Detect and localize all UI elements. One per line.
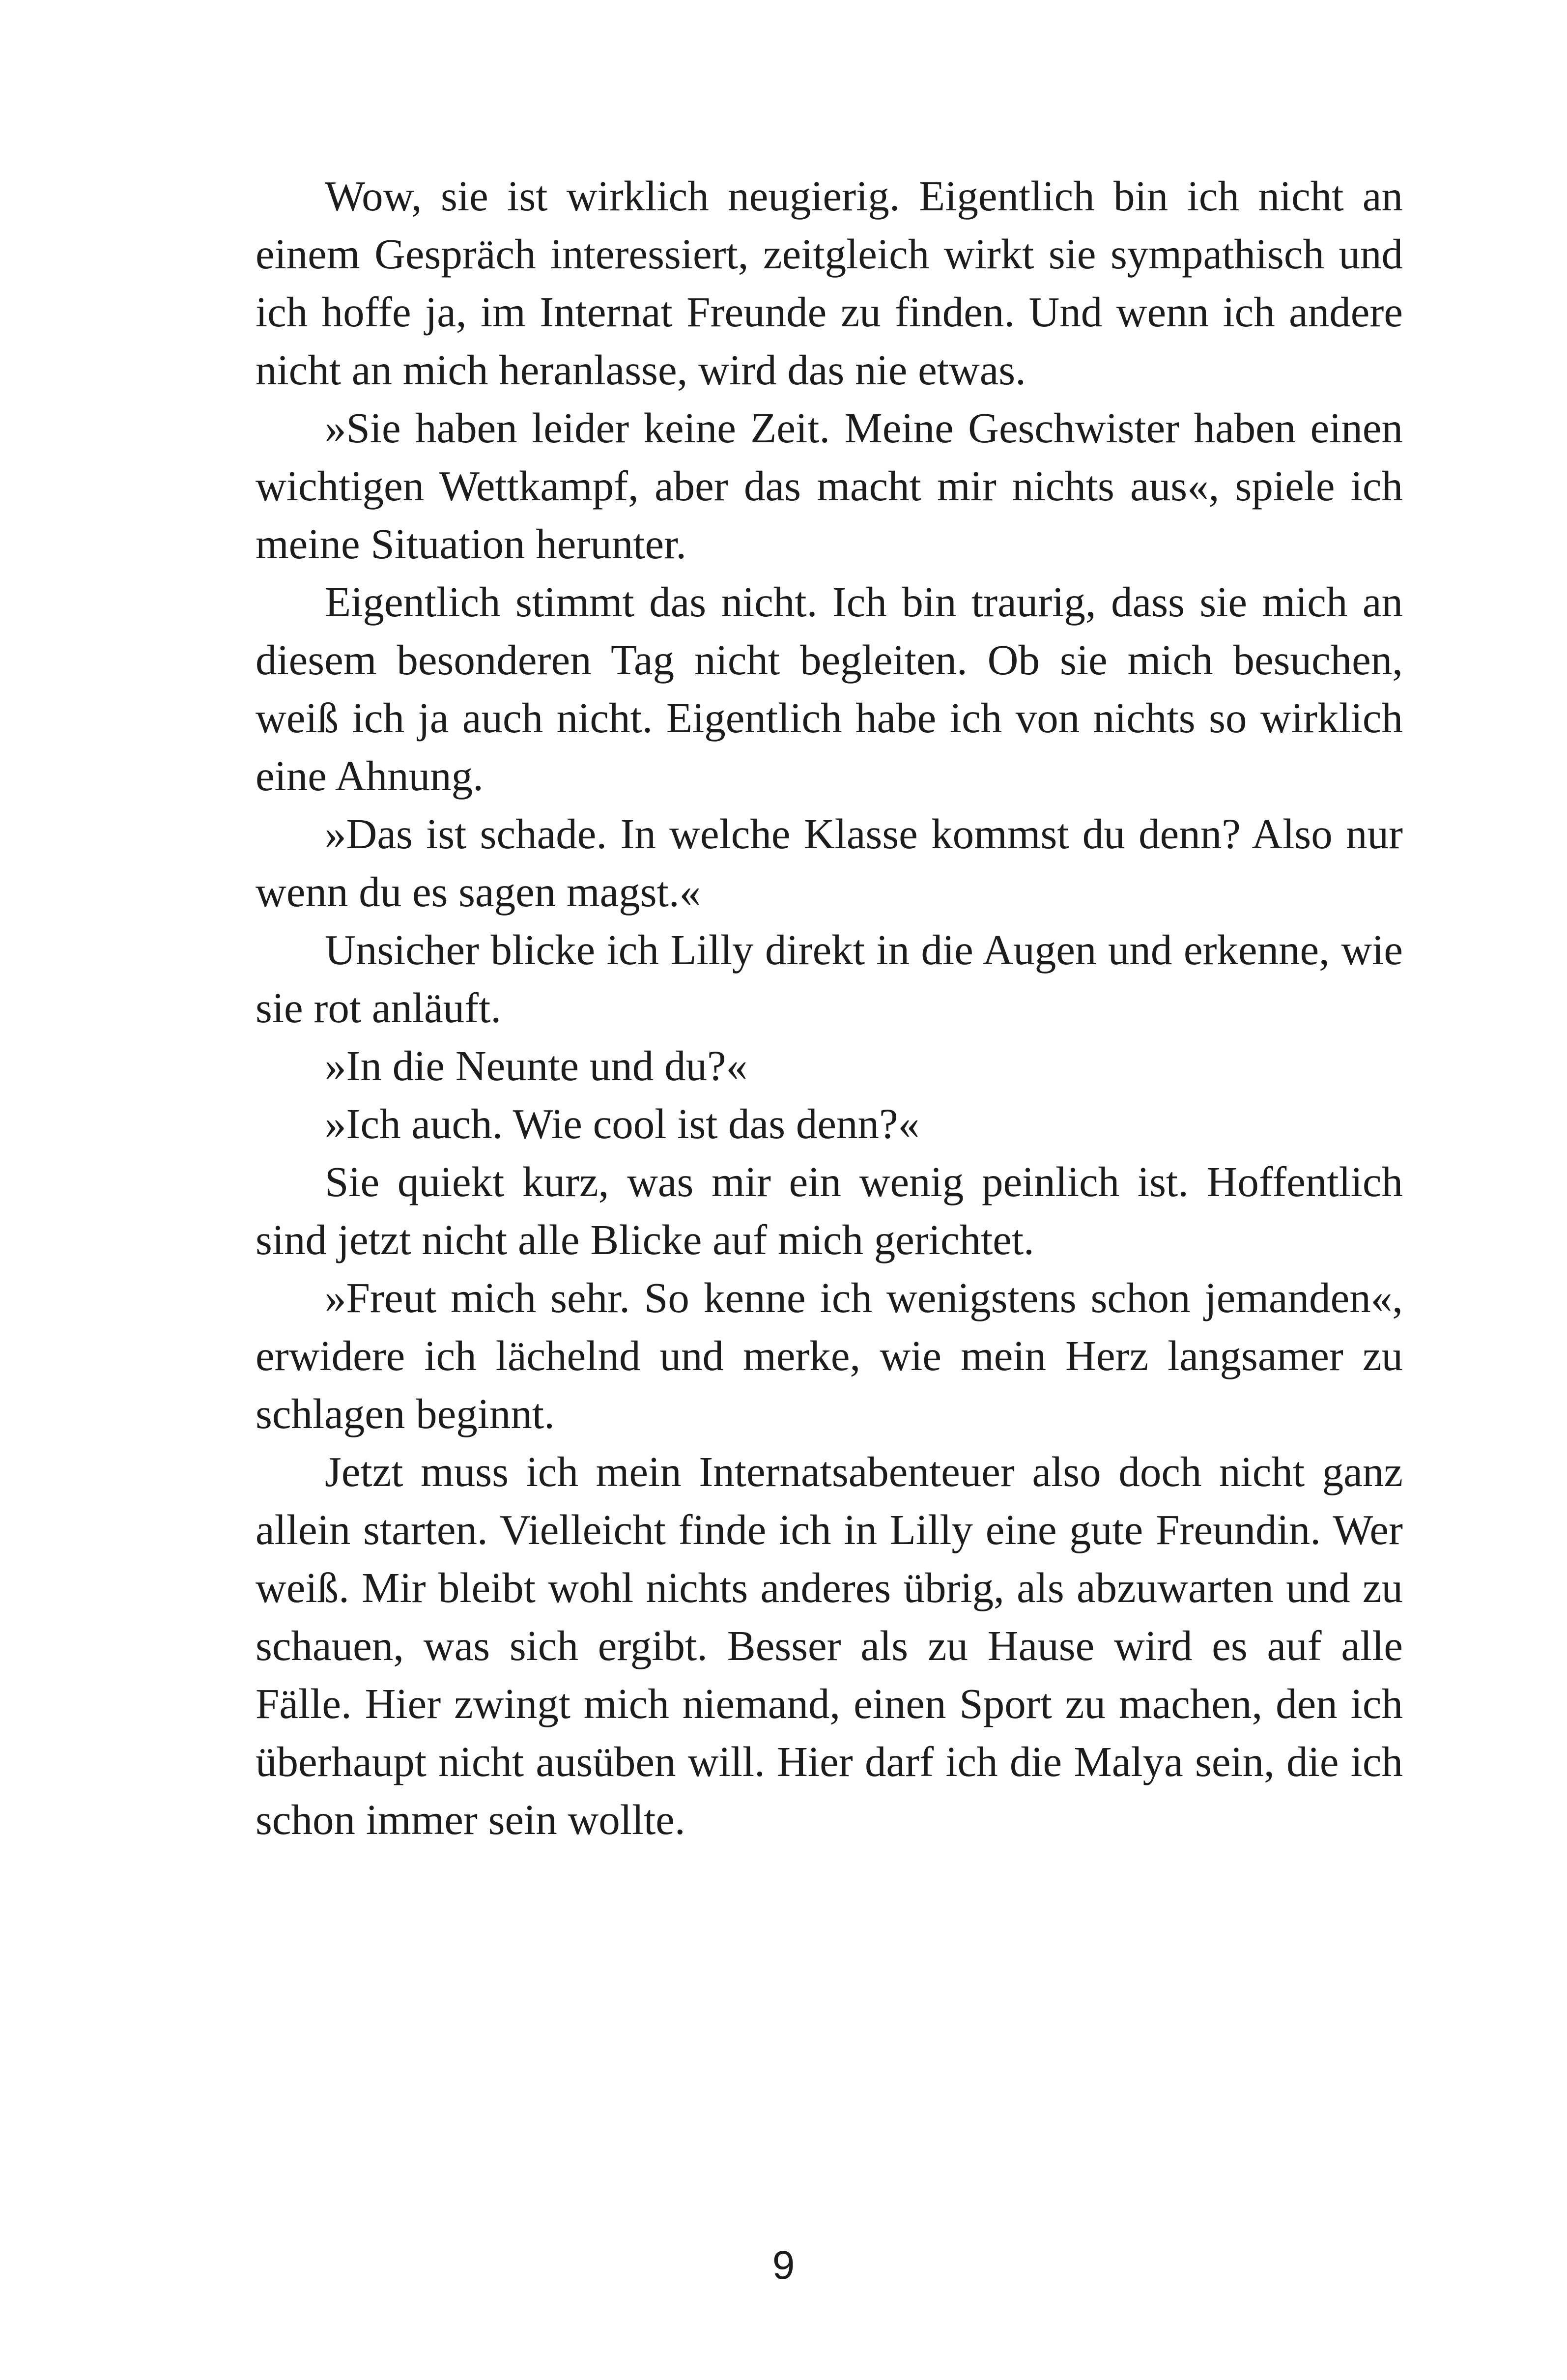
paragraph: »Ich auch. Wie cool ist das denn?« (325, 1100, 920, 1147)
paragraph: »Das ist schade. In welche Klasse kommst du denn? Also nur wenn du es sagen magst.« (256, 810, 1403, 916)
paragraph: Eigentlich stimmt das nicht. Ich bin traurig, dass sie mich an diesem besonderen Tag nicht begleiten. Ob sie mich besuchen, weiß ich ja auch nicht. Eigentlich habe ich von nichts so wirklich eine Ahnung. (256, 578, 1403, 800)
body-text (256, 167, 1403, 1849)
paragraph: Sie quiekt kurz, was mir ein wenig peinlich ist. Hoffentlich sind jetzt nicht alle Blicke auf mich gerichtet. (256, 1158, 1403, 1263)
paragraph: Wow, sie ist wirklich neugierig. Eigentlich bin ich nicht an einem Gespräch interessiert, zeitgleich wirkt sie sympathisch und ich hoffe ja, im Internat Freunde zu finden. Und wenn ich andere nicht an mich heranlasse, wird das nie etwas. (256, 172, 1403, 394)
paragraph: »Sie haben leider keine Zeit. Meine Geschwister haben einen wichtigen Wettkampf, aber das macht mir nichts aus«, spiele ich meine Situation herunter. (256, 404, 1403, 568)
paragraph: Unsicher blicke ich Lilly direkt in die Augen und erkenne, wie sie rot anläuft. (256, 926, 1403, 1032)
paragraph: »In die Neunte und du?« (325, 1042, 748, 1090)
paragraph: Jetzt muss ich mein Internatsabenteuer also doch nicht ganz allein starten. Vielleicht finde ich in Lilly eine gute Freundin. Wer weiß. Mir bleibt wohl nichts anderes übrig, als abzuwarten und zu schauen, was sich ergibt. Besser als zu Hause wird es auf alle Fälle. Hier zwingt mich niemand, einen Sport zu machen, den ich überhaupt nicht ausüben will. Hier darf ich die Malya sein, die ich schon immer sein wollte. (256, 1448, 1403, 1843)
paragraph: »Freut mich sehr. So kenne ich wenigstens schon jemanden«, erwidere ich lächelnd und merke, wie mein Herz langsamer zu schlagen beginnt. (256, 1274, 1403, 1437)
page-number: 9 (772, 2243, 795, 2288)
